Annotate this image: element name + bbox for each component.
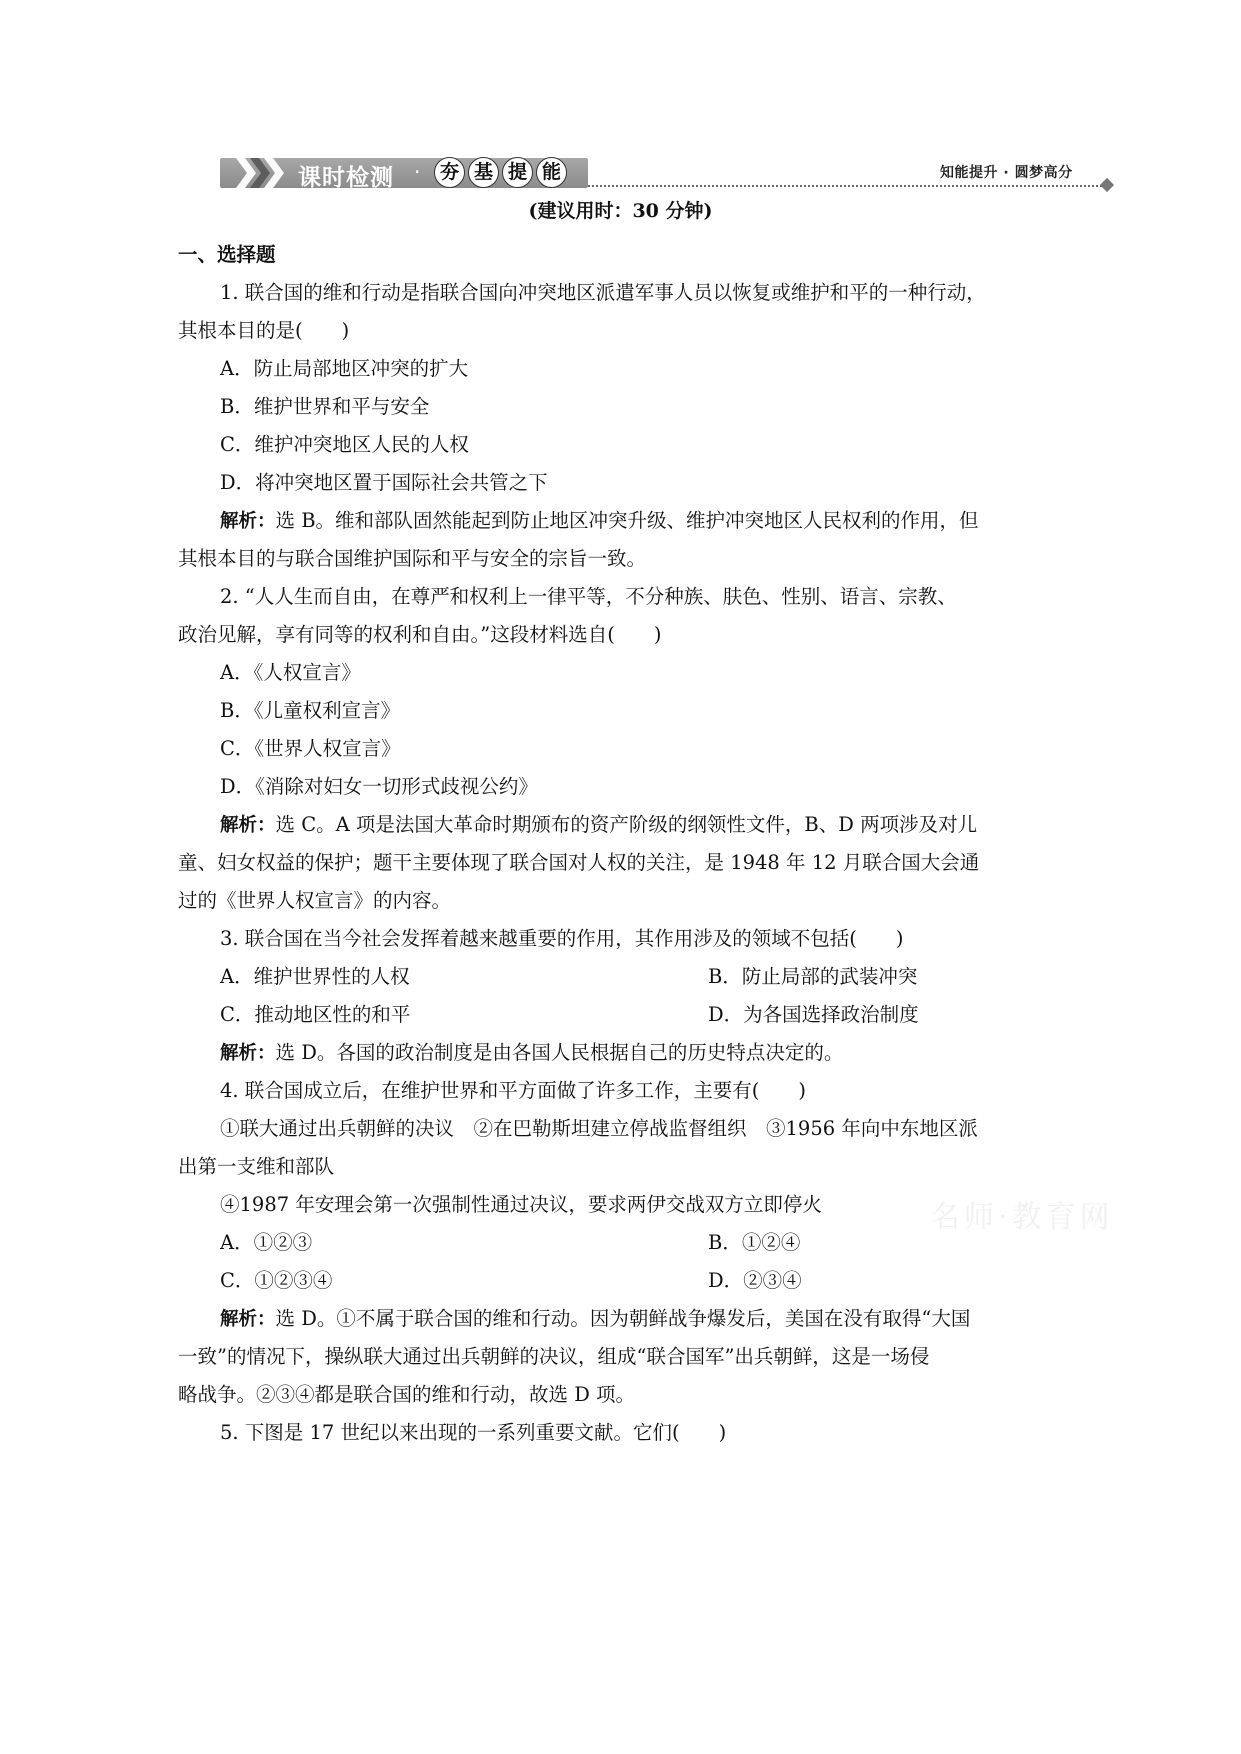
banner-dot: · bbox=[414, 160, 421, 184]
q4-analysis-line2: 一致”的情况下，操纵联大通过出兵朝鲜的决议，组成“联合国军”出兵朝鲜，这是一场侵 bbox=[178, 1345, 930, 1368]
q2-analysis-line2: 童、妇女权益的保护；题干主要体现了联合国对人权的关注，是 1948 年 12 月联合国大会通 bbox=[178, 851, 980, 874]
q1-analysis-line1 bbox=[178, 502, 1058, 540]
q3-option-d: D．为各国选择政治制度 bbox=[708, 1003, 919, 1026]
circle-char: 夯 bbox=[434, 157, 465, 188]
chevron-arrows-icon bbox=[236, 158, 278, 188]
q2-stem-line2: 政治见解，享有同等的权利和自由。”这段材料选自( ) bbox=[178, 623, 662, 646]
q3-analysis-line1 bbox=[178, 1034, 1058, 1072]
q4-option-a: A．①②③ bbox=[220, 1231, 313, 1254]
question-list bbox=[178, 236, 1058, 1452]
watermark: 名师·教育网 bbox=[930, 1200, 1114, 1235]
q1-stem-line1: 1. 联合国的维和行动是指联合国向冲突地区派遣军事人员以恢复或维护和平的一种行动， bbox=[220, 281, 986, 304]
suggested-time: (建议用时：30 分钟) bbox=[528, 200, 713, 222]
q5-stem: 5. 下图是 17 世纪以来出现的一系列重要文献。它们( ) bbox=[220, 1421, 727, 1444]
analysis-text: 选 C。A 项是法国大革命时期颁布的资产阶级的纲领性文件，B、D 两项涉及对儿 bbox=[275, 813, 978, 836]
q3-option-a: A．维护世界性的人权 bbox=[220, 965, 410, 988]
q1-stem-line2: 其根本目的是( ) bbox=[178, 319, 350, 342]
q4-material-line1: ①联大通过出兵朝鲜的决议 ②在巴勒斯坦建立停战监督组织 ③1956 年向中东地区派 bbox=[220, 1117, 978, 1140]
q4-analysis-line3: 略战争。②③④都是联合国的维和行动，故选 D 项。 bbox=[178, 1383, 636, 1406]
q4-options-row1 bbox=[178, 1224, 1058, 1262]
q4-option-d: D．②③④ bbox=[708, 1269, 802, 1292]
analysis-text: 选 B。维和部队固然能起到防止地区冲突升级、维护冲突地区人民权利的作用，但 bbox=[275, 509, 979, 532]
analysis-text: 选 D。①不属于联合国的维和行动。因为朝鲜战争爆发后，美国在没有取得“大国 bbox=[275, 1307, 971, 1330]
section-banner bbox=[220, 156, 1120, 190]
q4-option-c: C．①②③④ bbox=[220, 1269, 333, 1292]
banner-circle-chars bbox=[434, 157, 567, 188]
q4-option-b: B．①②④ bbox=[708, 1231, 801, 1254]
q2-option-c: C．《世界人权宣言》 bbox=[220, 737, 401, 760]
q4-analysis-line1 bbox=[178, 1300, 1058, 1338]
q2-option-d: D．《消除对妇女一切形式歧视公约》 bbox=[220, 775, 538, 798]
analysis-label: 解析： bbox=[220, 1309, 276, 1330]
circle-char: 能 bbox=[536, 157, 567, 188]
q1-option-b: B．维护世界和平与安全 bbox=[220, 395, 430, 418]
analysis-label: 解析： bbox=[220, 1043, 276, 1064]
q1-analysis-line2: 其根本目的与联合国维护国际和平与安全的宗旨一致。 bbox=[178, 547, 647, 570]
analysis-label: 解析： bbox=[220, 815, 276, 836]
analysis-text: 选 D。各国的政治制度是由各国人民根据自己的历史特点决定的。 bbox=[275, 1041, 844, 1064]
q4-material-line3: ④1987 年安理会第一次强制性通过决议，要求两伊交战双方立即停火 bbox=[220, 1193, 822, 1216]
circle-char: 基 bbox=[468, 157, 499, 188]
banner-title: 课时检测 bbox=[298, 165, 394, 191]
q3-options-row2 bbox=[178, 996, 1058, 1034]
q1-option-a: A．防止局部地区冲突的扩大 bbox=[220, 357, 469, 380]
q4-stem: 4. 联合国成立后，在维护世界和平方面做了许多工作，主要有( ) bbox=[220, 1079, 807, 1102]
section-title: 一、选择题 bbox=[178, 243, 276, 266]
q2-analysis-line1 bbox=[178, 806, 1058, 844]
q3-option-b: B．防止局部的武装冲突 bbox=[708, 965, 918, 988]
q1-option-c: C．维护冲突地区人民的人权 bbox=[220, 433, 469, 456]
q4-options-row2 bbox=[178, 1262, 1058, 1300]
circle-char: 提 bbox=[502, 157, 533, 188]
q2-option-a: A．《人权宣言》 bbox=[220, 661, 361, 684]
q4-material-line2: 出第一支维和部队 bbox=[178, 1155, 335, 1178]
q3-options-row1 bbox=[178, 958, 1058, 996]
q2-analysis-line3: 过的《世界人权宣言》的内容。 bbox=[178, 889, 452, 912]
analysis-label: 解析： bbox=[220, 511, 276, 532]
banner-slogan: 知能提升 · 圆梦高分 bbox=[940, 165, 1073, 181]
q2-option-b: B．《儿童权利宣言》 bbox=[220, 699, 401, 722]
diamond-icon bbox=[1100, 178, 1114, 192]
q1-option-d: D．将冲突地区置于国际社会共管之下 bbox=[220, 471, 548, 494]
q3-stem: 3. 联合国在当今社会发挥着越来越重要的作用，其作用涉及的领域不包括( ) bbox=[220, 927, 904, 950]
q3-option-c: C．推动地区性的和平 bbox=[220, 1003, 411, 1026]
q2-stem-line1: 2. “人人生而自由，在尊严和权利上一律平等，不分种族、肤色、性别、语言、宗教、 bbox=[220, 585, 957, 608]
banner-dotted-line bbox=[588, 185, 1106, 187]
